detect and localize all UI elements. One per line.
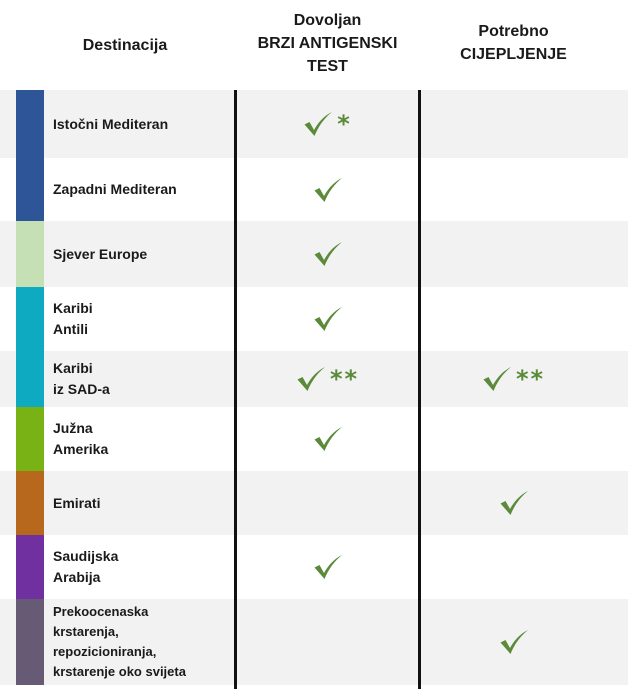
vaccination-cell <box>421 599 606 685</box>
header-antigen-test <box>236 0 419 88</box>
destination-line: iz SAD-a <box>53 381 110 397</box>
destination-line: Istočni Mediteran <box>53 115 169 132</box>
destination-name <box>53 351 233 407</box>
destination-line: Saudijska <box>53 548 119 564</box>
destination-name <box>53 535 233 599</box>
destination-name <box>53 287 233 351</box>
region-color-swatch <box>16 535 44 599</box>
header-vaccination-line-2: CIJEPLJENJE <box>460 46 567 63</box>
destination-line: Sjever Europe <box>53 245 148 262</box>
destination-name <box>53 407 233 471</box>
checkmark-icon <box>313 426 343 452</box>
antigen-test-cell <box>236 599 419 685</box>
antigen-test-cell <box>236 351 419 407</box>
region-color-swatch <box>16 599 44 685</box>
vaccination-cell <box>421 351 606 407</box>
checkmark-icon <box>499 490 529 516</box>
region-color-swatch <box>16 287 44 351</box>
destination-line: krstarenja, <box>53 624 119 639</box>
table-row <box>0 351 628 407</box>
header-test-line-1: Dovoljan <box>293 11 362 29</box>
destination-name <box>53 221 233 287</box>
checkmark-icon <box>313 306 343 332</box>
antigen-test-cell <box>236 287 419 351</box>
vaccination-cell <box>421 221 606 287</box>
table-header <box>0 0 636 90</box>
checkmark-icon <box>303 111 333 137</box>
antigen-test-cell <box>236 158 419 221</box>
region-color-swatch <box>16 90 44 158</box>
checkmark-icon <box>296 366 326 392</box>
antigen-test-cell <box>236 221 419 287</box>
table-row <box>0 407 628 471</box>
destination-line: Amerika <box>53 441 109 457</box>
header-destination <box>16 0 234 90</box>
destination-line: repozicioniranja, <box>53 644 157 659</box>
destinations-table <box>0 90 628 685</box>
column-divider-right <box>418 90 421 689</box>
region-color-swatch <box>16 158 44 221</box>
region-color-swatch <box>16 351 44 407</box>
checkmark-icon <box>499 629 529 655</box>
table-row <box>0 158 628 221</box>
footnote-asterisk: ** <box>515 365 546 393</box>
header-vaccination-line-1: Potrebno <box>478 23 549 40</box>
region-color-swatch <box>16 221 44 287</box>
vaccination-cell <box>421 158 606 221</box>
antigen-test-cell <box>236 407 419 471</box>
antigen-test-cell <box>236 471 419 535</box>
destination-line: Arabija <box>53 569 101 585</box>
destination-line: Karibi <box>53 360 93 376</box>
checkmark-icon <box>313 177 343 203</box>
destination-line: Južna <box>53 420 93 436</box>
destination-name <box>53 471 233 535</box>
column-divider-left <box>234 90 237 689</box>
destination-name <box>53 158 233 221</box>
destination-line: Emirati <box>53 494 101 511</box>
footnote-asterisk: ** <box>329 365 360 393</box>
checkmark-icon <box>482 366 512 392</box>
checkmark-icon <box>313 241 343 267</box>
table-row <box>0 90 628 158</box>
antigen-test-cell <box>236 90 419 158</box>
table-row <box>0 221 628 287</box>
destination-name <box>53 90 233 158</box>
vaccination-cell <box>421 287 606 351</box>
table-row <box>0 535 628 599</box>
destination-line: Zapadni Mediteran <box>53 181 177 197</box>
table-row <box>0 471 628 535</box>
header-destination-label: Destinacija <box>82 36 168 54</box>
checkmark-icon <box>313 554 343 580</box>
vaccination-cell <box>421 471 606 535</box>
region-color-swatch <box>16 407 44 471</box>
table-row <box>0 599 628 685</box>
vaccination-cell <box>421 535 606 599</box>
header-test-line-3: TEST <box>307 57 348 75</box>
antigen-test-cell <box>236 535 419 599</box>
header-test-line-2: BRZI ANTIGENSKI <box>257 34 398 52</box>
destination-line: krstarenje oko svijeta <box>53 664 186 679</box>
vaccination-cell <box>421 90 606 158</box>
region-color-swatch <box>16 471 44 535</box>
destination-line: Antili <box>53 321 88 337</box>
footnote-asterisk: * <box>337 110 352 138</box>
vaccination-cell <box>421 407 606 471</box>
destination-line: Prekoocenaska <box>53 604 149 619</box>
destination-line: Karibi <box>53 300 93 316</box>
header-vaccination <box>421 0 606 88</box>
destination-name <box>53 599 233 685</box>
table-row <box>0 287 628 351</box>
